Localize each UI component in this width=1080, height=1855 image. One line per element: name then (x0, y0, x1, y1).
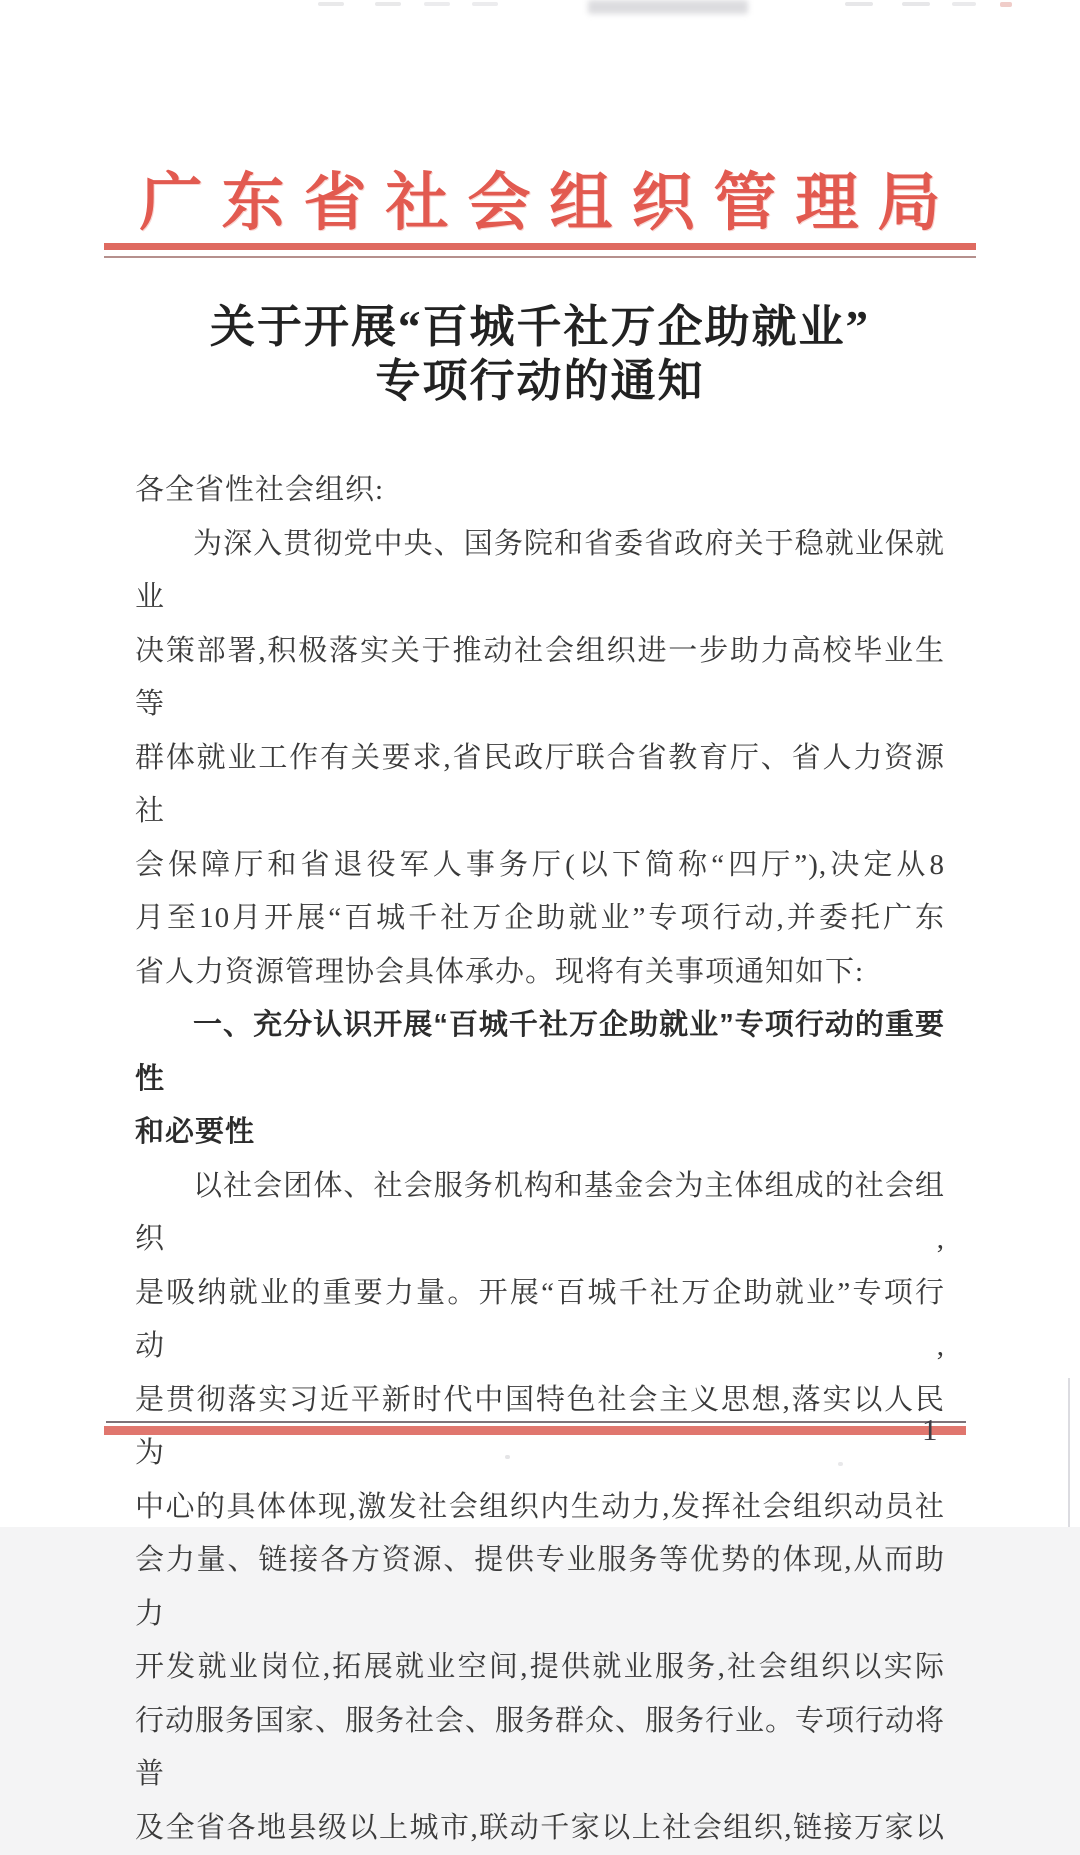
scan-artifact (1000, 2, 1012, 7)
footer-rule-thick (104, 1426, 966, 1435)
body-line: 中心的具体体现,激发社会组织内生动力,发挥社会组织动员社 (135, 1481, 945, 1535)
document-title (0, 300, 1080, 408)
document-title-line-1: 关于开展“百城千社万企助就业” (0, 300, 1080, 354)
agency-name: 广东省社会组织管理局 (0, 152, 1080, 243)
body-line: 会保障厅和省退役军人事务厅(以下简称“四厅”),决定从8 (135, 839, 945, 893)
footer-rule-thin (106, 1421, 966, 1423)
page-number: 1 (922, 1412, 938, 1448)
body-line: 是贯彻落实习近平新时代中国特色社会主义思想,落实以人民为 (135, 1374, 945, 1481)
body-line: 会力量、链接各方资源、提供专业服务等优势的体现,从而助力 (135, 1534, 945, 1641)
scan-artifact (375, 2, 401, 6)
body-line: 决策部署,积极落实关于推动社会组织进一步助力高校毕业生等 (135, 625, 945, 732)
body-line: 及全省各地县级以上城市,联动千家以上社会组织,链接万家以 (135, 1802, 945, 1855)
salutation-line: 各全省性社会组织: (135, 464, 945, 518)
scan-artifact (318, 2, 344, 6)
header-rule-thin (104, 256, 976, 258)
body-line: 省人力资源管理协会具体承办。现将有关事项通知如下: (135, 946, 945, 1000)
scan-artifact (424, 2, 450, 6)
scan-artifact (472, 2, 498, 6)
section-heading-line: 和必要性 (135, 1106, 945, 1160)
document-title-line-2: 专项行动的通知 (0, 354, 1080, 408)
header-rule-thick (104, 243, 976, 250)
body-line: 群体就业工作有关要求,省民政厅联合省教育厅、省人力资源社 (135, 732, 945, 839)
scan-artifact (845, 2, 873, 6)
scan-page-edge (1068, 1378, 1070, 1527)
body-line: 行动服务国家、服务社会、服务群众、服务行业。专项行动将普 (135, 1695, 945, 1802)
body-line: 为深入贯彻党中央、国务院和省委省政府关于稳就业保就业 (135, 518, 945, 625)
body-line: 以社会团体、社会服务机构和基金会为主体组成的社会组织, (135, 1160, 945, 1267)
section-heading-line: 一、充分认识开展“百城千社万企助就业”专项行动的重要性 (135, 999, 945, 1106)
scan-artifact (952, 2, 976, 6)
scan-artifact (588, 0, 748, 14)
body-line: 开发就业岗位,拓展就业空间,提供就业服务,社会组织以实际 (135, 1641, 945, 1695)
document-body (135, 464, 945, 1855)
scan-artifact (902, 2, 930, 6)
body-line: 是吸纳就业的重要力量。开展“百城千社万企助就业”专项行动, (135, 1267, 945, 1374)
body-line: 月至10月开展“百城千社万企助就业”专项行动,并委托广东 (135, 892, 945, 946)
